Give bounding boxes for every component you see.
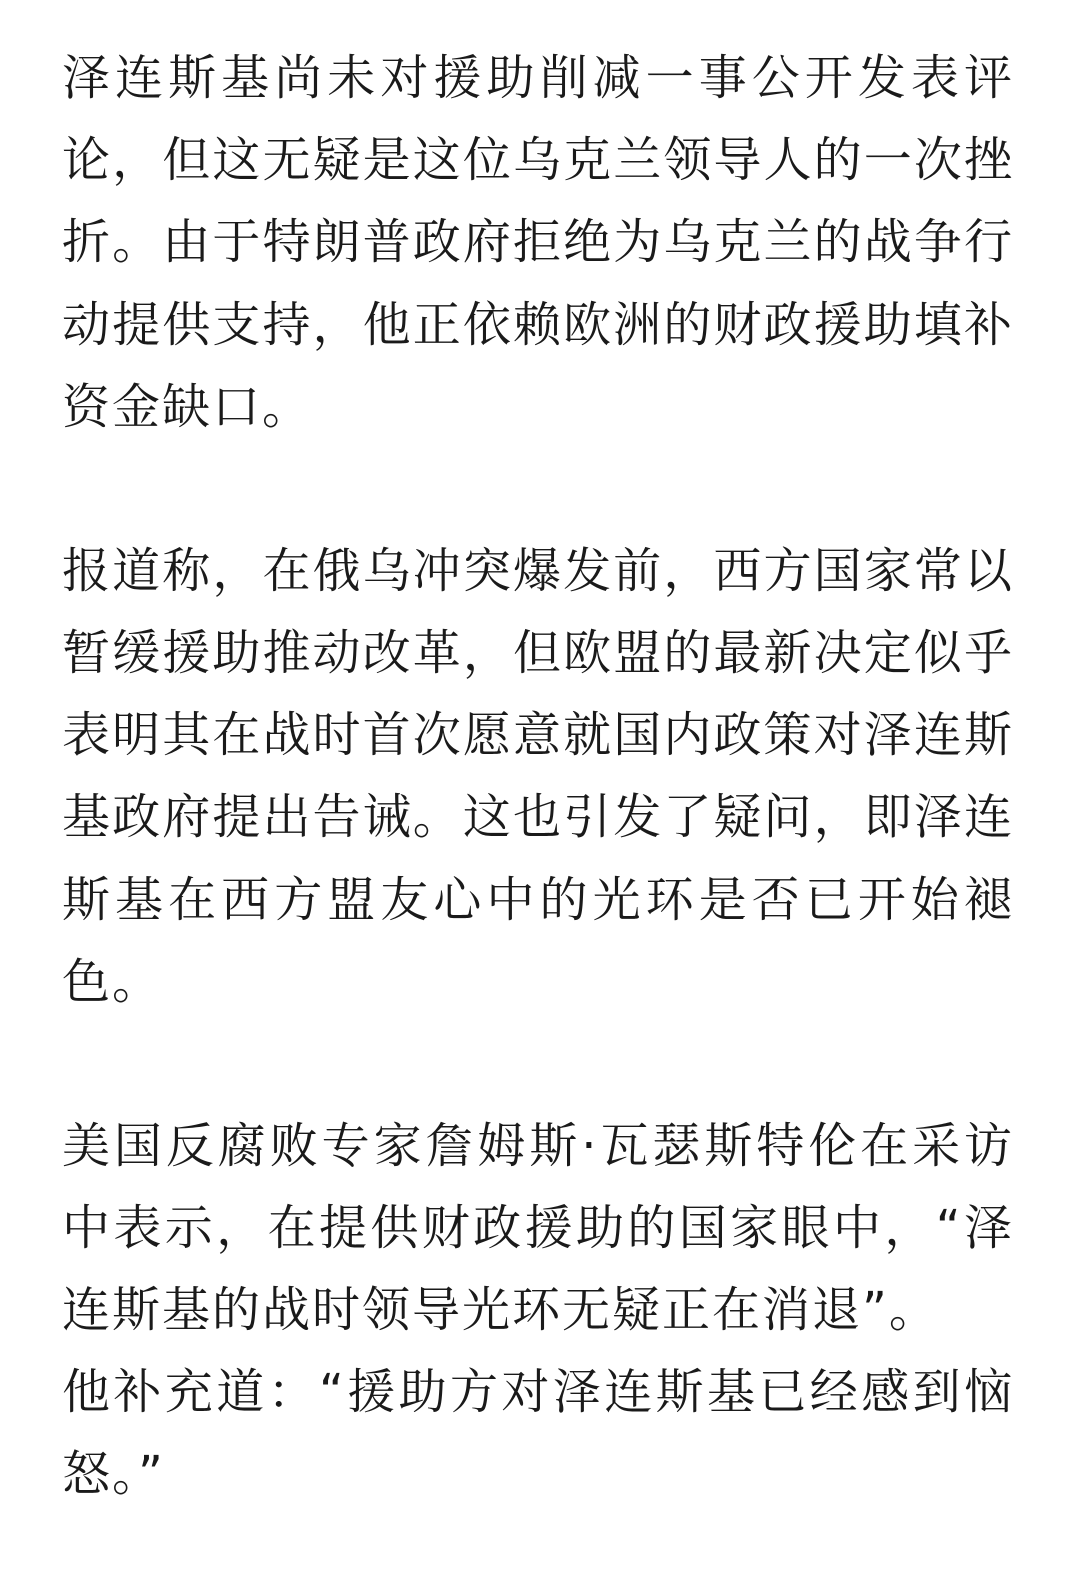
paragraph-line: 资金缺口。 (62, 379, 313, 435)
paragraph-line: 他补充道：“援助方对泽连斯基已经感到恼 (62, 1364, 1014, 1420)
paragraph-line: 中表示，在提供财政援助的国家眼中，“泽 (62, 1200, 1014, 1256)
paragraph-line: 美国反腐败专家詹姆斯·瓦瑟斯特伦在采访 (62, 1118, 1014, 1174)
paragraph-line: 表明其在战时首次愿意就国内政策对泽连斯 (62, 707, 1014, 763)
paragraph-line: 报道称，在俄乌冲突爆发前，西方国家常以 (62, 543, 1014, 599)
paragraph-line: 基政府提出告诫。这也引发了疑问，即泽连 (62, 789, 1014, 845)
paragraph-line: 暂缓援助推动改革，但欧盟的最新决定似乎 (62, 625, 1014, 681)
paragraph-line: 动提供支持，他正依赖欧洲的财政援助填补 (62, 297, 1014, 353)
paragraph-line: 色。 (62, 954, 163, 1010)
paragraph-line: 连斯基的战时领导光环无疑正在消退”。 (62, 1282, 939, 1338)
paragraph-line: 论，但这无疑是这位乌克兰领导人的一次挫 (62, 132, 1014, 188)
paragraph-line: 斯基在西方盟友心中的光环是否已开始褪 (62, 872, 1014, 928)
paragraph-line: 怒。” (62, 1446, 165, 1502)
paragraph-line: 折。由于特朗普政府拒绝为乌克兰的战争行 (62, 214, 1014, 270)
paragraph-line: 泽连斯基尚未对援助削减一事公开发表评 (62, 50, 1014, 106)
